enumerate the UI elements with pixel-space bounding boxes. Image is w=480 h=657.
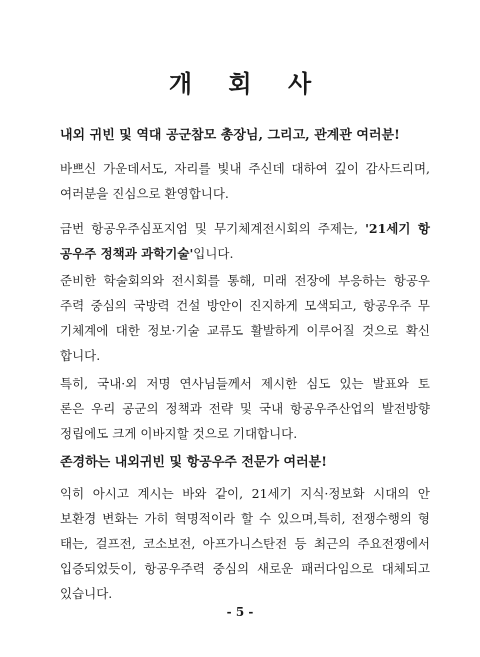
page-title: 개 회 사 xyxy=(168,69,326,98)
paragraph-2-emphasis: 공우주 정책과 과학기술' xyxy=(60,246,194,261)
paragraph-5-line: 태는, 걸프전, 코소보전, 아프가니스탄전 등 최근의 주요전쟁에서 xyxy=(60,536,430,551)
paragraph-4-line: 론은 우리 공군의 정책과 전략 및 국내 항공우주산업의 발전방향 xyxy=(60,401,430,416)
paragraph-1-line: 바쁘신 가운데서도, 자리를 빛내 주신데 대하여 깊이 감사드리며, xyxy=(60,161,430,176)
paragraph-2-text: 금번 항공우주심포지엄 및 무기체계전시회의 주제는, xyxy=(60,221,366,236)
paragraph-3 xyxy=(60,268,430,368)
paragraph-3-line: 합니다. xyxy=(60,348,101,363)
paragraph-1 xyxy=(60,156,430,206)
paragraph-5-line: 입증되었듯이, 항공우주력 중심의 새로운 패러다임으로 대체되고 xyxy=(60,561,430,576)
paragraph-2-line xyxy=(60,216,430,241)
paragraph-1-line: 여러분을 진심으로 환영합니다. xyxy=(60,186,229,201)
paragraph-5-line: 보환경 변화는 가히 혁명적이라 할 수 있으며,특히, 전쟁수행의 형 xyxy=(60,511,430,526)
greeting-heading-2: 존경하는 내외귀빈 및 항공우주 전문가 여러분! xyxy=(60,455,327,470)
paragraph-5-line: 있습니다. xyxy=(60,586,113,601)
paragraph-4-line: 정립에도 크게 이바지할 것으로 기대합니다. xyxy=(60,426,298,441)
paragraph-2-text: 입니다. xyxy=(193,246,234,261)
paragraph-3-line: 주력 중심의 국방력 건설 방안이 진지하게 모색되고, 항공우주 무 xyxy=(60,298,430,313)
greeting-heading-1: 내외 귀빈 및 역대 공군참모 총장님, 그리고, 관계관 여러분! xyxy=(60,128,400,143)
paragraph-3-line: 준비한 학술회의와 전시회를 통해, 미래 전장에 부응하는 항공우 xyxy=(60,273,430,288)
page-number: - 5 - xyxy=(226,605,254,619)
paragraph-2-emphasis: '21세기 항 xyxy=(365,221,430,236)
paragraph-5-line: 익히 아시고 계시는 바와 같이, 21세기 지식·정보화 시대의 안 xyxy=(60,486,430,501)
paragraph-5 xyxy=(60,481,430,606)
paragraph-4-line: 특히, 국내·외 저명 연사님들께서 제시한 심도 있는 발표와 토 xyxy=(60,376,430,391)
paragraph-2 xyxy=(60,216,430,266)
paragraph-4 xyxy=(60,371,430,446)
paragraph-3-line: 기체계에 대한 정보·기술 교류도 활발하게 이루어질 것으로 확신 xyxy=(60,323,430,338)
paragraph-2-line xyxy=(60,241,430,266)
